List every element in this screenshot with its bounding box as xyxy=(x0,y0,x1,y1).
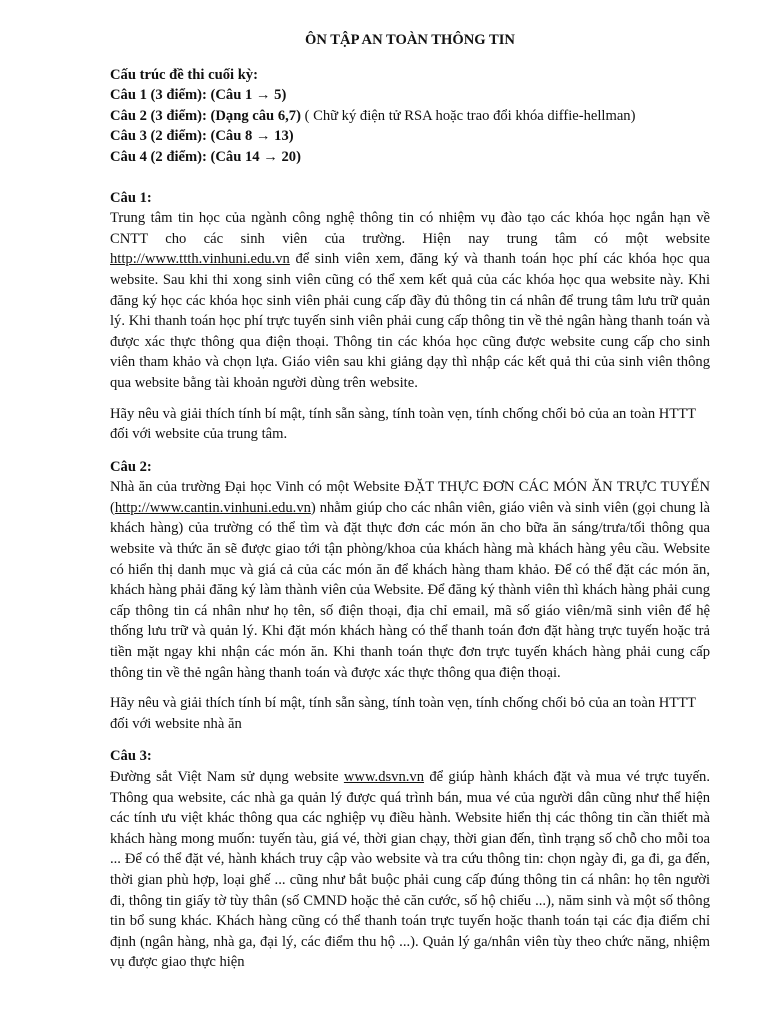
exam-structure-line-4 xyxy=(110,147,710,168)
question-2-text-start: Nhà ăn của trường Đại học Vinh có một Website ĐẶT THỰC ĐƠN CÁC MÓN ĂN TRỰC TUYẾN ( xyxy=(110,479,710,516)
exam-structure xyxy=(110,65,710,168)
document-title: ÔN TẬP AN TOÀN THÔNG TIN xyxy=(305,32,515,48)
structure-line-bold: Câu 3 (2 điểm): (Câu 8 → 13) xyxy=(110,128,294,145)
question-2-text-end: ) nhằm giúp cho các nhân viên, giáo viên và sinh viên (gọi chung là khách hàng) của trường có thể tìm và đặt thực đơn các món ăn cho bữa ăn sáng/trưa/tối thông qua website và thức ăn sẽ được giao tới tận phòng/khoa của khách hàng mà khách hàng yêu cầu. Website có hiển thị danh mục và giá cả của các món ăn để khách hàng tham khảo. Để có thể đặt các món ăn, khách hàng phải đăng ký làm thành viên của Website. Để đăng ký thành viên thì khách hàng phải cung cấp thông tin cá nhân như họ tên, số điện thoại, địa chỉ email, mã số giáo viên/mã sinh viên để hệ thống lưu trữ và quản lý. Khi đặt món khách hàng có thể thanh toán đơn đặt hàng trực tuyến hoặc trả tiền mặt ngay khi nhận các món ăn. Khi thanh toán thực đơn trực tuyến khách hàng phải cung cấp thông tin về thẻ ngân hàng thanh toán và được xác thực thông qua điện thoại. xyxy=(110,499,710,681)
exam-structure-line-3 xyxy=(110,126,710,147)
question-1-prompt: Hãy nêu và giải thích tính bí mật, tính sẵn sàng, tính toàn vẹn, tính chống chối bỏ của an toàn HTTT đối với website của trung tâm. xyxy=(110,405,696,443)
question-1 xyxy=(110,188,710,445)
question-3 xyxy=(110,746,710,973)
question-2-heading: Câu 2: xyxy=(110,458,152,475)
question-1-link[interactable]: http://www.ttth.vinhuni.edu.vn xyxy=(110,251,290,268)
exam-structure-line-2 xyxy=(110,106,710,127)
exam-structure-line-1 xyxy=(110,85,710,106)
structure-line-bold: Câu 1 (3 điểm): (Câu 1 → 5) xyxy=(110,87,287,104)
question-3-text-end: để giúp hành khách đặt và mua vé trực tuyến. Thông qua website, các nhà ga quản lý được quá trình bán, mua vé của người dân cũng như thể hiện các tính ưu việt khác thông qua các nghiệp vụ điều hành. Website hiển thị các thông tin cần thiết mà khách hàng mong muốn: tuyến tàu, giá vé, thời gian chạy, thời gian đến, tình trạng số chỗ cho mỗi toa ... Để có thể đặt vé, hành khách truy cập vào website và tra cứu thông tin: chọn ngày đi, ga đi, ga đến, thời gian phù hợp, loại ghế ... cũng như bắt buộc phải cung cấp đúng thông tin cá nhân: họ tên người đi, thông tin giấy tờ tùy thân (số CMND hoặc thẻ căn cước, số hộ chiếu ...), năm sinh và một số thông tin bổ sung khác. Khách hàng cũng có thể thanh toán trực tuyến hoặc thanh toán tại các địa điểm chỉ định (ngân hàng, nhà ga, đại lý, các điểm thu hộ ...). Quản lý ga/nhân viên tùy theo chức năng, nhiệm vụ được giao thực hiện xyxy=(110,769,710,971)
question-2-prompt: Hãy nêu và giải thích tính bí mật, tính sẵn sàng, tính toàn vẹn, tính chống chối bỏ của an toàn HTTT đối với website nhà ăn xyxy=(110,695,696,732)
question-2 xyxy=(110,457,710,735)
question-1-text-end: để sinh viên xem, đăng ký và thanh toán học phí các khóa học qua website. Sau khi thi xong sinh viên cũng có thể xem kết quả của các khóa học qua website này. Khi đăng ký học các khóa học sinh viên phải cung cấp đầy đủ thông tin cá nhân để trung tâm lưu trữ quản lý. Khi thanh toán học phí trực tuyến sinh viên phải cung cấp thông tin về thẻ ngân hàng thanh toán và được xác thực thông qua điện thoại. Thông tin các khóa học cũng được website cung cấp cho sinh viên tham khảo và chọn lựa. Giáo viên sau khi giảng dạy thì nhập các kết quả thi của sinh viên thông qua website bằng tài khoản người dùng trên website. xyxy=(110,251,710,391)
question-2-link[interactable]: http://www.cantin.vinhuni.edu.vn xyxy=(114,499,311,516)
structure-line-bold: Câu 4 (2 điểm): (Câu 14 → 20) xyxy=(110,148,301,165)
question-1-heading: Câu 1: xyxy=(110,189,152,206)
exam-structure-heading: Cấu trúc đề thi cuối kỳ: xyxy=(110,66,258,83)
question-3-body xyxy=(110,767,710,973)
question-2-body xyxy=(110,477,710,683)
question-3-text-start: Đường sắt Việt Nam sử dụng website xyxy=(110,769,344,785)
question-1-text-start: Trung tâm tin học của ngành công nghệ thông tin có nhiệm vụ đào tạo các khóa học ngắn hạn về CNTT cho các sinh viên của trường. Hiện nay trung tâm có một website xyxy=(110,210,710,247)
structure-line-bold: Câu 2 (3 điểm): (Dạng câu 6,7) xyxy=(110,107,301,124)
question-3-heading: Câu 3: xyxy=(110,748,152,765)
question-1-body xyxy=(110,208,710,393)
question-3-link[interactable]: www.dsvn.vn xyxy=(343,769,425,785)
structure-line-normal: ( Chữ ký điện tử RSA hoặc trao đổi khóa diffie-hellman) xyxy=(300,107,636,124)
